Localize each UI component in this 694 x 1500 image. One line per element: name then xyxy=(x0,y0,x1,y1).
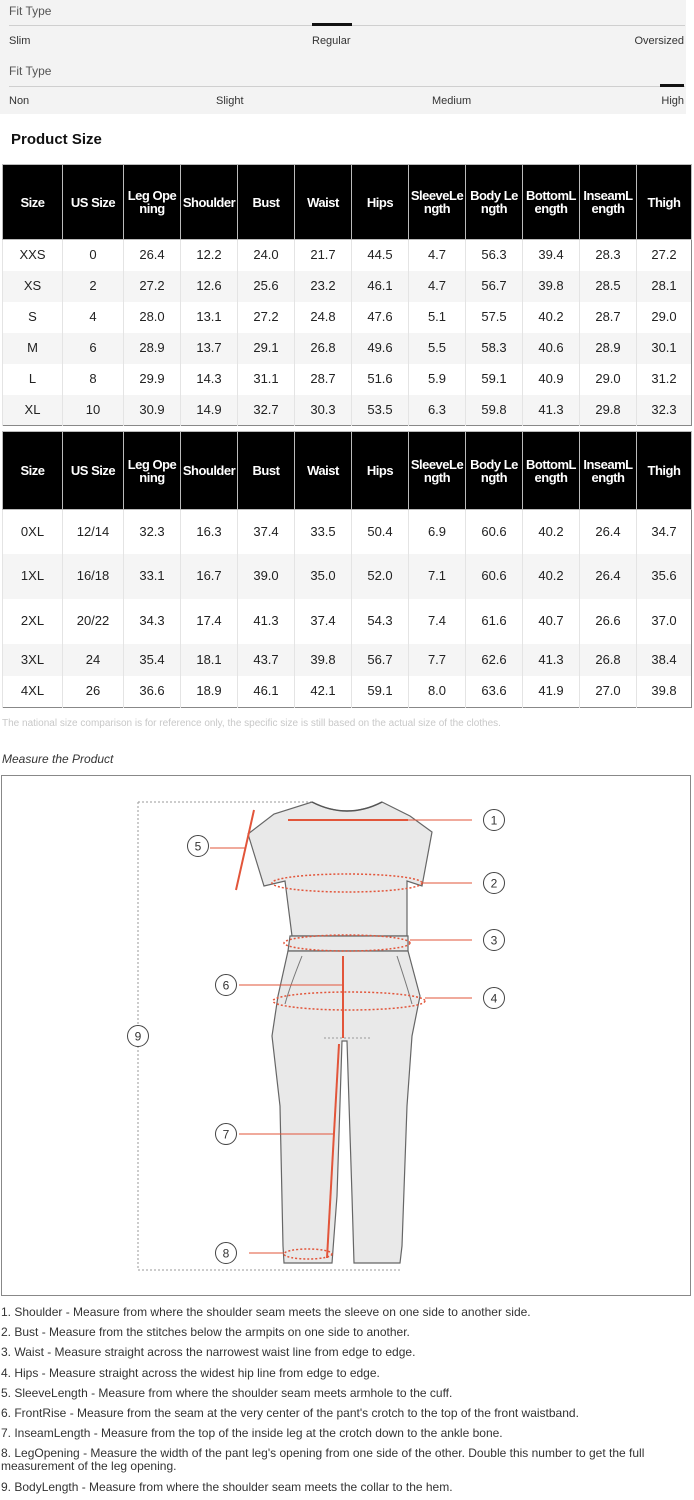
fit-scale-selected-marker xyxy=(312,23,352,26)
table-row xyxy=(3,395,692,426)
table-cell: 39.8 xyxy=(523,271,580,302)
header-waist: Waist xyxy=(295,432,352,510)
header-bottom-length: BottomLength xyxy=(523,432,580,510)
header-thigh: Thigh xyxy=(637,432,692,510)
table-row xyxy=(3,644,692,676)
fit-label-oversized: Oversized xyxy=(634,35,684,47)
table-cell: 30.3 xyxy=(295,395,352,426)
callout-5-label: 5 xyxy=(194,839,202,854)
table-cell: 0XL xyxy=(3,510,63,554)
table-cell: 53.5 xyxy=(352,395,409,426)
table-row xyxy=(3,271,692,302)
header-sleeve-length: SleeveLength xyxy=(409,165,466,240)
header-shoulder: Shoulder xyxy=(181,432,238,510)
table-cell: 26.4 xyxy=(580,554,637,599)
measurement-diagram xyxy=(1,775,691,1296)
table-cell: 18.9 xyxy=(181,676,238,708)
table-cell: 3XL xyxy=(3,644,63,676)
table-cell: 23.2 xyxy=(295,271,352,302)
table-cell: 33.5 xyxy=(295,510,352,554)
table-cell: 5.5 xyxy=(409,333,466,364)
table-cell: 40.6 xyxy=(523,333,580,364)
table-cell: 52.0 xyxy=(352,554,409,599)
table-cell: 33.1 xyxy=(124,554,181,599)
table-cell: 57.5 xyxy=(466,302,523,333)
table-cell: 32.3 xyxy=(124,510,181,554)
table-cell: 24.8 xyxy=(295,302,352,333)
table-cell: 24 xyxy=(63,644,124,676)
table-cell: 29.0 xyxy=(580,364,637,395)
header-leg-opening: Leg Opening xyxy=(124,432,181,510)
description-leg-opening: 8. LegOpening - Measure the width of the pant leg's opening from one side of the other. Double this number to get the full measurement of the leg opening. xyxy=(1,1446,645,1474)
fit-label-slim: Slim xyxy=(9,35,31,47)
table-cell: L xyxy=(3,364,63,395)
table-cell: 7.1 xyxy=(409,554,466,599)
table-cell: 35.4 xyxy=(124,644,181,676)
table-cell: 5.1 xyxy=(409,302,466,333)
table-cell: 35.6 xyxy=(637,554,692,599)
table-cell: 2XL xyxy=(3,599,63,644)
table-cell: 41.3 xyxy=(523,644,580,676)
table-cell: 0 xyxy=(63,240,124,271)
table-cell: 27.2 xyxy=(124,271,181,302)
jumpsuit-pants-shape xyxy=(272,951,420,1263)
fit-type-scale-1 xyxy=(0,0,686,56)
table-cell: S xyxy=(3,302,63,333)
table-cell: 26.4 xyxy=(124,240,181,271)
table-cell: 6.3 xyxy=(409,395,466,426)
table-cell: 47.6 xyxy=(352,302,409,333)
callout-1-label: 1 xyxy=(490,813,498,828)
table-cell: 18.1 xyxy=(181,644,238,676)
table-cell: 40.2 xyxy=(523,302,580,333)
table-cell: 40.7 xyxy=(523,599,580,644)
table-cell: 49.6 xyxy=(352,333,409,364)
table-row xyxy=(3,599,692,644)
table-cell: 34.3 xyxy=(124,599,181,644)
table-cell: 31.2 xyxy=(637,364,692,395)
table-cell: 43.7 xyxy=(238,644,295,676)
callout-4-label: 4 xyxy=(490,991,498,1006)
table-cell: 39.8 xyxy=(295,644,352,676)
table-header-row xyxy=(3,165,692,240)
table-cell: 37.4 xyxy=(238,510,295,554)
table-cell: 63.6 xyxy=(466,676,523,708)
table-cell: 26 xyxy=(63,676,124,708)
header-bust: Bust xyxy=(238,432,295,510)
table-cell: 27.0 xyxy=(580,676,637,708)
callout-9-label: 9 xyxy=(134,1029,142,1044)
table-cell: 37.4 xyxy=(295,599,352,644)
table-cell: 6 xyxy=(63,333,124,364)
table-row xyxy=(3,333,692,364)
table-cell: 20/22 xyxy=(63,599,124,644)
fit-label-regular: Regular xyxy=(312,35,351,47)
table-cell: 8 xyxy=(63,364,124,395)
description-hips: 4. Hips - Measure straight across the widest hip line from edge to edge. xyxy=(1,1365,380,1380)
callout-7-label: 7 xyxy=(222,1127,230,1142)
table-cell: 61.6 xyxy=(466,599,523,644)
table-row xyxy=(3,364,692,395)
header-leg-opening: Leg Opening xyxy=(124,165,181,240)
fit-scale-track xyxy=(9,86,685,87)
table-cell: 25.6 xyxy=(238,271,295,302)
header-sleeve-length: SleeveLength xyxy=(409,432,466,510)
table-cell: 8.0 xyxy=(409,676,466,708)
table-cell: 40.9 xyxy=(523,364,580,395)
fit-scale-selected-marker xyxy=(660,84,684,87)
header-size: Size xyxy=(3,165,63,240)
table-cell: 36.6 xyxy=(124,676,181,708)
callout-8-label: 8 xyxy=(222,1246,230,1261)
table-cell: 46.1 xyxy=(238,676,295,708)
measure-product-title: Measure the Product xyxy=(2,752,114,766)
table-cell: 12.2 xyxy=(181,240,238,271)
jumpsuit-top-shape xyxy=(248,802,432,936)
table-cell: 17.4 xyxy=(181,599,238,644)
table-header-row xyxy=(3,432,692,510)
table-cell: 13.1 xyxy=(181,302,238,333)
table-row xyxy=(3,240,692,271)
description-bust: 2. Bust - Measure from the stitches below the armpits on one side to another. xyxy=(1,1325,410,1340)
fit-label-non: Non xyxy=(9,95,30,107)
table-cell: 59.1 xyxy=(352,676,409,708)
table-cell: 29.1 xyxy=(238,333,295,364)
table-cell: 28.5 xyxy=(580,271,637,302)
table-cell: 29.8 xyxy=(580,395,637,426)
callout-3 xyxy=(484,930,505,951)
description-sleeve-length: 5. SleeveLength - Measure from where the shoulder seam meets armhole to the cuff. xyxy=(1,1385,453,1400)
table-cell: 4.7 xyxy=(409,271,466,302)
header-inseam-length: InseamLength xyxy=(580,165,637,240)
table-cell: 12/14 xyxy=(63,510,124,554)
callout-2-label: 2 xyxy=(490,876,498,891)
table-cell: 7.7 xyxy=(409,644,466,676)
table-cell: 38.4 xyxy=(637,644,692,676)
table-cell: 40.2 xyxy=(523,554,580,599)
header-us-size: US Size xyxy=(63,165,124,240)
table-cell: 41.3 xyxy=(238,599,295,644)
table-cell: 30.9 xyxy=(124,395,181,426)
table-cell: 4XL xyxy=(3,676,63,708)
fit-scale-title: Fit Type xyxy=(9,4,52,18)
table-cell: 54.3 xyxy=(352,599,409,644)
description-inseam-length: 7. InseamLength - Measure from the top of the inside leg at the crotch down to the ankle bone. xyxy=(1,1426,503,1441)
table-cell: 29.0 xyxy=(637,302,692,333)
table-cell: 41.3 xyxy=(523,395,580,426)
header-inseam-length: InseamLength xyxy=(580,432,637,510)
callout-7 xyxy=(216,1124,237,1145)
table-cell: 41.9 xyxy=(523,676,580,708)
header-hips: Hips xyxy=(352,432,409,510)
table-cell: 51.6 xyxy=(352,364,409,395)
header-waist: Waist xyxy=(295,165,352,240)
sleeve-length-measure-line xyxy=(236,810,254,890)
table-cell: 42.1 xyxy=(295,676,352,708)
table-cell: 35.0 xyxy=(295,554,352,599)
table-cell: 10 xyxy=(63,395,124,426)
table-cell: 6.9 xyxy=(409,510,466,554)
table-cell: 59.1 xyxy=(466,364,523,395)
table-cell: 40.2 xyxy=(523,510,580,554)
table-row xyxy=(3,676,692,708)
table-cell: 60.6 xyxy=(466,510,523,554)
table-cell: 32.7 xyxy=(238,395,295,426)
table-cell: 26.6 xyxy=(580,599,637,644)
callout-2 xyxy=(484,873,505,894)
table-cell: 13.7 xyxy=(181,333,238,364)
table-cell: M xyxy=(3,333,63,364)
table-cell: 5.9 xyxy=(409,364,466,395)
header-us-size: US Size xyxy=(63,432,124,510)
table-cell: 12.6 xyxy=(181,271,238,302)
fit-type-scale-2 xyxy=(0,56,686,114)
table-body xyxy=(3,510,692,708)
fit-label-slight: Slight xyxy=(216,95,244,107)
product-size-title: Product Size xyxy=(11,131,102,148)
header-body-length: Body Length xyxy=(466,165,523,240)
table-cell: 26.8 xyxy=(295,333,352,364)
description-front-rise: 6. FrontRise - Measure from the seam at the very center of the pant's crotch to the top of the front waistband. xyxy=(1,1405,579,1420)
table-cell: 26.8 xyxy=(580,644,637,676)
callout-4 xyxy=(484,988,505,1009)
table-cell: 62.6 xyxy=(466,644,523,676)
table-cell: 56.3 xyxy=(466,240,523,271)
measurement-descriptions xyxy=(1,1306,691,1500)
table-cell: 7.4 xyxy=(409,599,466,644)
table-cell: 27.2 xyxy=(238,302,295,333)
callout-3-label: 3 xyxy=(490,933,498,948)
table-cell: 39.4 xyxy=(523,240,580,271)
table-cell: 21.7 xyxy=(295,240,352,271)
table-cell: 46.1 xyxy=(352,271,409,302)
table-cell: 59.8 xyxy=(466,395,523,426)
callout-6-label: 6 xyxy=(222,978,230,993)
description-waist: 3. Waist - Measure straight across the narrowest waist line from edge to edge. xyxy=(1,1345,416,1360)
header-body-length: Body Length xyxy=(466,432,523,510)
table-cell: 31.1 xyxy=(238,364,295,395)
table-cell: 2 xyxy=(63,271,124,302)
table-cell: 1XL xyxy=(3,554,63,599)
table-cell: 14.3 xyxy=(181,364,238,395)
fit-label-medium: Medium xyxy=(432,95,472,107)
table-cell: 24.0 xyxy=(238,240,295,271)
callout-5 xyxy=(188,836,209,857)
table-cell: 30.1 xyxy=(637,333,692,364)
header-size: Size xyxy=(3,432,63,510)
table-cell: 28.7 xyxy=(580,302,637,333)
callout-6 xyxy=(216,975,237,996)
jumpsuit-diagram-svg xyxy=(2,776,692,1297)
header-hips: Hips xyxy=(352,165,409,240)
table-row xyxy=(3,554,692,599)
table-cell: 60.6 xyxy=(466,554,523,599)
table-cell: XS xyxy=(3,271,63,302)
table-cell: 28.9 xyxy=(124,333,181,364)
table-cell: 39.0 xyxy=(238,554,295,599)
table-cell: 26.4 xyxy=(580,510,637,554)
table-cell: 4.7 xyxy=(409,240,466,271)
table-cell: XL xyxy=(3,395,63,426)
table-cell: XXS xyxy=(3,240,63,271)
table-cell: 56.7 xyxy=(352,644,409,676)
fit-label-high: High xyxy=(661,95,684,107)
header-bust: Bust xyxy=(238,165,295,240)
header-thigh: Thigh xyxy=(637,165,692,240)
table-row xyxy=(3,510,692,554)
table-cell: 28.3 xyxy=(580,240,637,271)
description-body-length: 9. BodyLength - Measure from where the shoulder seam meets the collar to the hem. xyxy=(1,1479,453,1494)
table-cell: 29.9 xyxy=(124,364,181,395)
callout-9 xyxy=(128,1026,149,1047)
table-cell: 27.2 xyxy=(637,240,692,271)
size-comparison-note: The national size comparison is for reference only, the specific size is still based on the actual size of the clothes. xyxy=(2,718,501,729)
callout-1 xyxy=(484,810,505,831)
table-cell: 28.1 xyxy=(637,271,692,302)
table-cell: 16/18 xyxy=(63,554,124,599)
description-shoulder: 1. Shoulder - Measure from where the shoulder seam meets the sleeve on one side to another side. xyxy=(1,1305,531,1319)
size-table-plus xyxy=(2,431,692,708)
callout-8 xyxy=(216,1243,237,1264)
table-cell: 4 xyxy=(63,302,124,333)
header-shoulder: Shoulder xyxy=(181,165,238,240)
header-bottom-length: BottomLength xyxy=(523,165,580,240)
fit-scale-title: Fit Type xyxy=(9,64,52,78)
table-cell: 39.8 xyxy=(637,676,692,708)
table-cell: 58.3 xyxy=(466,333,523,364)
table-cell: 44.5 xyxy=(352,240,409,271)
table-cell: 50.4 xyxy=(352,510,409,554)
table-row xyxy=(3,302,692,333)
table-cell: 32.3 xyxy=(637,395,692,426)
table-cell: 16.7 xyxy=(181,554,238,599)
table-cell: 16.3 xyxy=(181,510,238,554)
table-cell: 37.0 xyxy=(637,599,692,644)
size-table-regular xyxy=(2,164,692,426)
table-cell: 28.0 xyxy=(124,302,181,333)
table-cell: 34.7 xyxy=(637,510,692,554)
table-cell: 28.9 xyxy=(580,333,637,364)
table-cell: 28.7 xyxy=(295,364,352,395)
table-cell: 14.9 xyxy=(181,395,238,426)
table-body xyxy=(3,240,692,426)
table-cell: 56.7 xyxy=(466,271,523,302)
